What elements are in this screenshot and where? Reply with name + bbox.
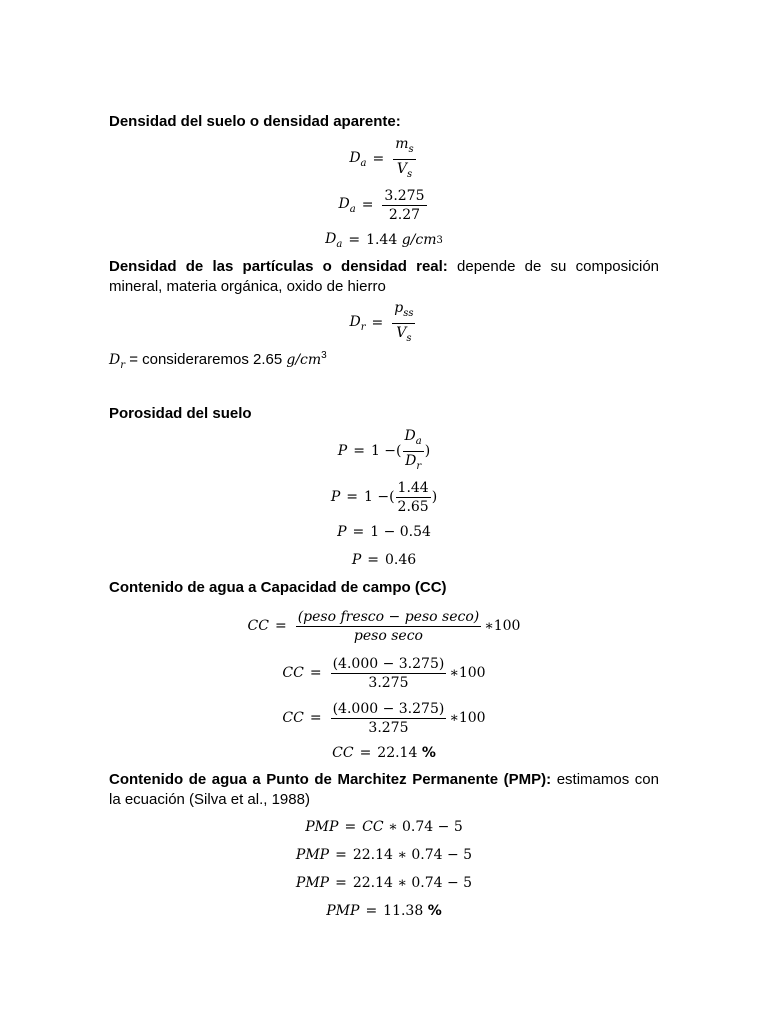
dr-value-line: $D_r$ = consideraremos 2.65 $g/cm^3$ [109,350,327,371]
equation-cc-values-2: CC = $\frac{(4.000 - 3.275)}{3.275}$ ∗ 100 [282,700,486,736]
equation-da-result: $D_a$ = 1.44 g/cm 3 [325,230,443,250]
heading-capacidad-campo: Contenido de agua a Capacidad de campo (CC) [109,579,447,596]
equation-dr-definition: $D_r$ = $\frac{p_{ss}}{V_s}$ [349,299,414,344]
equation-cc-values-1: CC = $\frac{(4.000 - 3.275)}{3.275}$ ∗ 100 [282,655,486,691]
equation-p-definition: P = 1 − ( $\frac{D_a}{D_r}$ ) [337,427,431,472]
paragraph-densidad-real: Densidad de las partículas o densidad real: depende de su composición mineral, materia orgánica, oxido de hierro [109,258,659,295]
equation-da-definition: $D_a$ = $\frac{m_s}{V_s}$ [349,135,414,180]
equation-p-values: P = 1 − ( $\frac{1.44}{2.65}$ ) [330,479,438,515]
equation-p-result: P = 0.46 [351,552,417,568]
equation-cc-result: CC = 22.14 % [332,745,436,761]
paragraph-pmp: Contenido de agua a Punto de Marchitez Permanente (PMP): estimamos con la ecuación (Silva et al., 1988) [109,771,659,808]
equation-pmp-result: PMP = 11.38 % [326,903,442,919]
equation-pmp-step-1: PMP = 22.14 ∗ 0.74 − 5 [295,847,473,863]
equation-pmp-definition: PMP = CC ∗ 0.74 − 5 [305,819,463,835]
equation-pmp-step-2: PMP = 22.14 ∗ 0.74 − 5 [295,875,473,891]
heading-densidad-aparente: Densidad del suelo o densidad aparente: [109,113,401,130]
heading-porosidad: Porosidad del suelo [109,405,252,422]
equation-p-step: P = 1 − 0.54 [337,524,431,540]
equation-da-values: $D_a$ = $\frac{3.275}{2.27}$ [338,187,425,223]
equation-cc-definition: CC = $\frac{\text{(peso fresco − peso seco)}}{\text{peso seco}}$ ∗ 100 [247,608,521,644]
